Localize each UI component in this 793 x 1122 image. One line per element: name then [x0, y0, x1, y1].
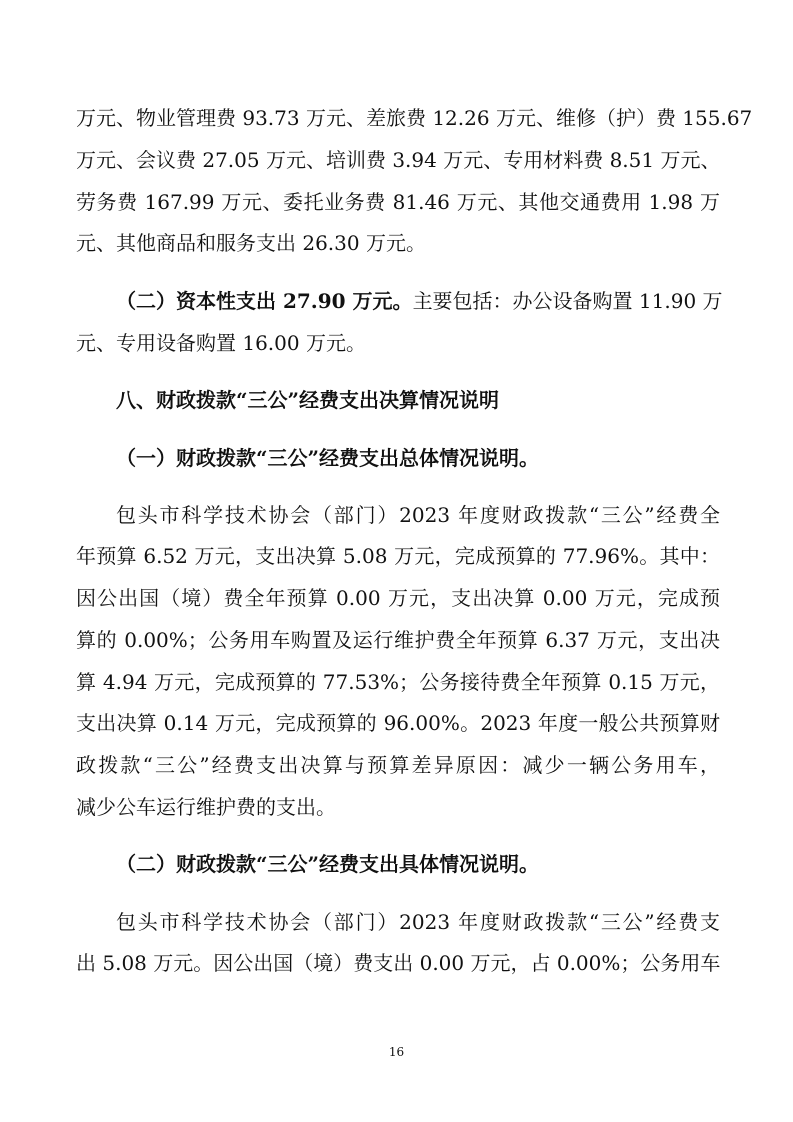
paragraph-1-line-4: 元、其他商品和服务支出 26.30 万元。	[76, 231, 426, 255]
paragraph-3-line-3: 因公出国（境）费全年预算 0.00 万元，支出决算 0.00 万元，完成预	[76, 586, 720, 610]
paragraph-4-line-1: 包头市科学技术协会（部门）2023 年度财政拨款“三公”经费支	[116, 910, 720, 934]
paragraph-3-line-6: 支出决算 0.14 万元，完成预算的 96.00%。2023 年度一般公共预算财	[76, 711, 720, 735]
paragraph-3-line-1: 包头市科学技术协会（部门）2023 年度财政拨款“三公”经费全	[116, 503, 720, 527]
paragraph-3-line-2: 年预算 6.52 万元，支出决算 5.08 万元，完成预算的 77.96%。其中：	[76, 544, 720, 568]
capital-expenditure-detail: 主要包括：办公设备购置 11.90 万	[412, 289, 723, 313]
section-heading-8: 八、财政拨款“三公”经费支出决算情况说明	[116, 388, 500, 412]
paragraph-1-line-3: 劳务费 167.99 万元、委托业务费 81.46 万元、其他交通费用 1.98 万	[76, 190, 720, 214]
paragraph-2-line-2: 元、专用设备购置 16.00 万元。	[76, 331, 366, 355]
paragraph-4-line-2: 出 5.08 万元。因公出国（境）费支出 0.00 万元，占 0.00%；公务用车	[76, 951, 721, 975]
paragraph-1-line-2: 万元、会议费 27.05 万元、培训费 3.94 万元、专用材料费 8.51 万元、	[76, 148, 721, 172]
paragraph-3-line-5: 算 4.94 万元，完成预算的 77.53%；公务接待费全年预算 0.15 万元，	[76, 670, 720, 694]
subheading-specific: （二）财政拨款“三公”经费支出具体情况说明。	[116, 852, 540, 876]
paragraph-1-line-1: 万元、物业管理费 93.73 万元、差旅费 12.26 万元、维修（护）费 155.67	[76, 106, 753, 130]
capital-expenditure-lead: （二）资本性支出 27.90 万元。	[116, 289, 413, 313]
paragraph-3-line-8: 减少公车运行维护费的支出。	[76, 795, 336, 819]
subheading-overall: （一）财政拨款“三公”经费支出总体情况说明。	[116, 446, 540, 470]
paragraph-3-line-7: 政拨款“三公”经费支出决算与预算差异原因：减少一辆公务用车，	[76, 753, 720, 777]
paragraph-3-line-4: 算的 0.00%；公务用车购置及运行维护费全年预算 6.37 万元，支出决	[76, 628, 720, 652]
paragraph-2-line-1	[116, 286, 723, 316]
page-number: 16	[388, 1045, 405, 1059]
